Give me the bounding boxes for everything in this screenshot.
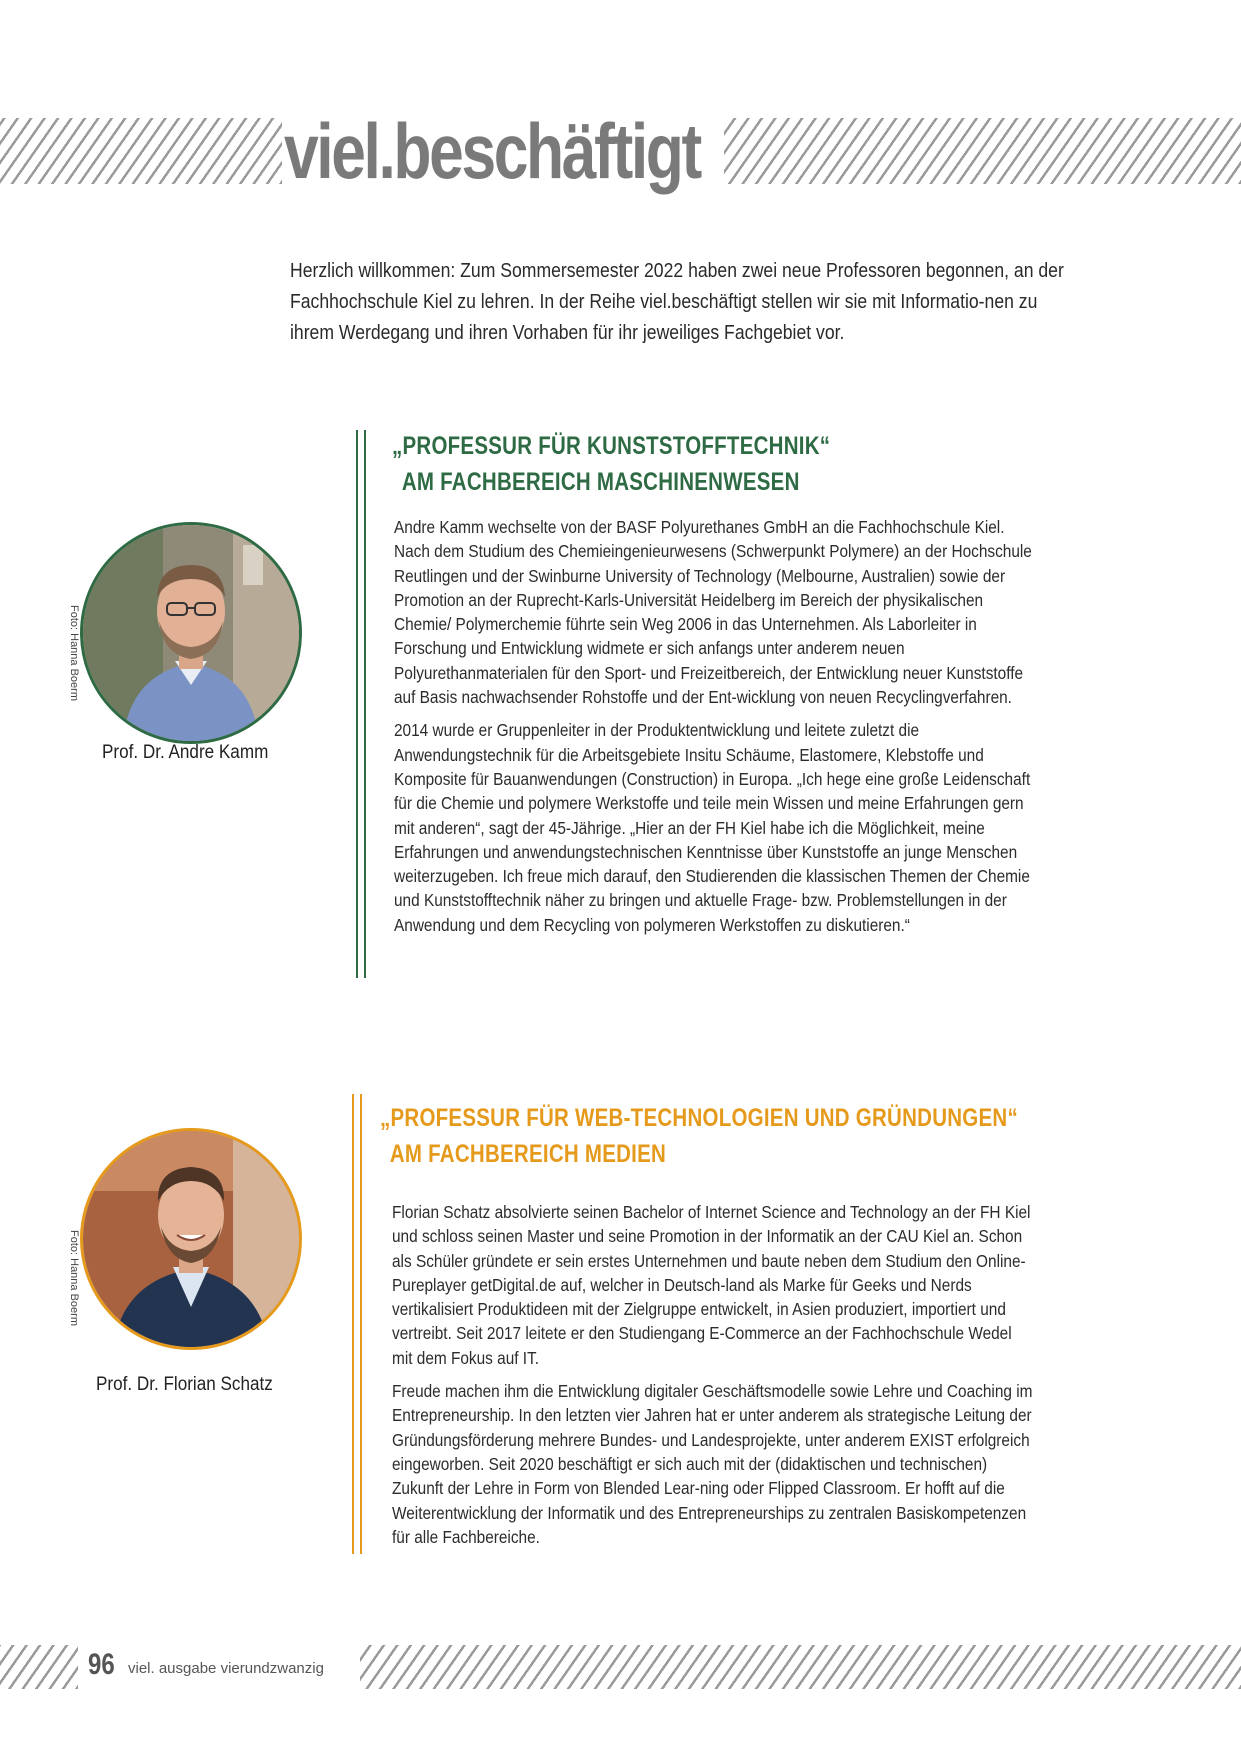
accent-bar: [360, 1094, 362, 1554]
portrait-caption: Prof. Dr. Andre Kamm: [102, 742, 269, 763]
profile-heading: [392, 428, 830, 500]
page-number: 96: [88, 1648, 115, 1681]
portrait-illustration: [83, 525, 299, 741]
body-paragraph: 2014 wurde er Gruppenleiter in der Produktentwicklung und leitete zuletzt die Anwendungstechnik für die Arbeitsgebiete Insitu Schäume, Elastomere, Klebstoffe und Komposite für Bauanwendungen (Construction) in Europa. „Ich hege eine große Leidenschaft für die Chemie und polymere Werkstoffe und teile mein Wissen und meine Erfahrungen gern mit anderen“, sagt der 45-Jährige. „Hier an der FH Kiel habe ich die Möglichkeit, meine Erfahrungen und anwendungstechnischen Kenntnisse über Kunststoffe an junge Menschen weiterzugeben. Ich freue mich darauf, den Studierenden die klassischen Themen der Chemie und Kunststofftechnik näher zu bringen und aktuelle Frage- bzw. Problemstellungen in der Anwendung und dem Recycling von polymeren Werkstoffen zu diskutieren.“: [394, 720, 1031, 935]
footer-hatch-right: [360, 1645, 1241, 1689]
photo-credit: Foto: Hanna Boerm: [68, 605, 80, 701]
heading-line-1: „PROFESSUR FÜR WEB-TECHNOLOGIEN UND GRÜNDUNGEN“: [380, 1104, 1018, 1132]
accent-bar: [352, 1094, 354, 1554]
intro-text: Herzlich willkommen: Zum Sommersemester 2022 haben zwei neue Professoren begonnen, an der Fachhochschule Kiel zu lehren. In der Reihe viel.beschäftigt stellen wir sie mit Informatio-nen zu ihrem Werdegang und ihren Vorhaben für ihr jeweiliges Fachgebiet vor.: [290, 260, 1064, 344]
portrait-caption: Prof. Dr. Florian Schatz: [96, 1374, 273, 1395]
heading-line-1: „PROFESSUR FÜR KUNSTSTOFFTECHNIK“: [392, 432, 831, 460]
heading-line-2: AM FACHBEREICH MASCHINENWESEN: [401, 468, 800, 496]
accent-bar: [364, 430, 366, 978]
header-hatch-right: [724, 118, 1241, 184]
body-paragraph: Andre Kamm wechselte von der BASF Polyurethanes GmbH an die Fachhochschule Kiel. Nach dem Studium des Chemieingenieurwesens (Schwerpunkt Polymere) an der Hochschule Reutlingen und der Swinburne University of Technology (Melbourne, Australien) sowie der Promotion an der Ruprecht-Karls-Universität Heidelberg im Bereich der physikalischen Chemie/ Polymerchemie führte sein Weg 2006 in das Unternehmen. Als Laborleiter in Forschung und Entwicklung widmete er sich anfangs unter anderem neuen Polyurethanmaterialen für den Sport- und Freizeitbereich, der Entwicklung neuer Kunststoffe auf Basis nachwachsender Rohstoffe und der Ent-wicklung von neuen Recyclingverfahren.: [394, 517, 1032, 708]
publication-name: viel. ausgabe vierundzwanzig: [128, 1660, 324, 1677]
accent-bar: [356, 430, 358, 978]
body-paragraph: Freude machen ihm die Entwicklung digitaler Geschäftsmodelle sowie Lehre und Coaching im Entrepreneurship. In den letzten vier Jahren hat er unter anderem als strategische Leitung der Gründungsförderung mehrere Bundes- und Landesprojekte, unter anderem EXIST erfolgreich eingeworben. Seit 2020 beschäftigt er sich auch mit der (didaktischen und technischen) Zukunft der Lehre in Form von Blended Lear-ning oder Flipped Classroom. Er hofft auf die Weiterentwicklung der Informatik und des Entrepreneurships zu zentralen Basiskompetenzen für alle Fachbereiche.: [392, 1381, 1033, 1547]
profile-body: [394, 515, 1038, 946]
portrait-photo: [80, 1128, 302, 1350]
portrait-illustration: [83, 1131, 299, 1347]
page-title: viel.beschäftigt: [284, 107, 700, 195]
profile-heading: [380, 1100, 1018, 1172]
profile-body: [392, 1200, 1036, 1558]
photo-credit: Foto: Hanna Boerm: [68, 1230, 80, 1326]
header-hatch-left: [0, 118, 282, 184]
portrait-photo: [80, 522, 302, 744]
body-paragraph: Florian Schatz absolvierte seinen Bachelor of Internet Science and Technology an der FH Kiel und schloss seinen Master und seine Promotion in der Informatik an der CAU Kiel an. Schon als Schüler gründete er sein erstes Unternehmen und baute neben dem Studium den Online-Pureplayer getDigital.de auf, welcher in Deutsch-land als Marke für Geeks und Nerds vertikalisiert Produktideen mit der Zielgruppe entwickelt, in Asien produziert, importiert und vertreibt. Seit 2017 leitete er den Studiengang E-Commerce an der Fachhochschule Wedel mit dem Fokus auf IT.: [392, 1202, 1031, 1368]
footer-hatch-left: [0, 1645, 78, 1689]
heading-line-2: AM FACHBEREICH MEDIEN: [389, 1140, 667, 1168]
